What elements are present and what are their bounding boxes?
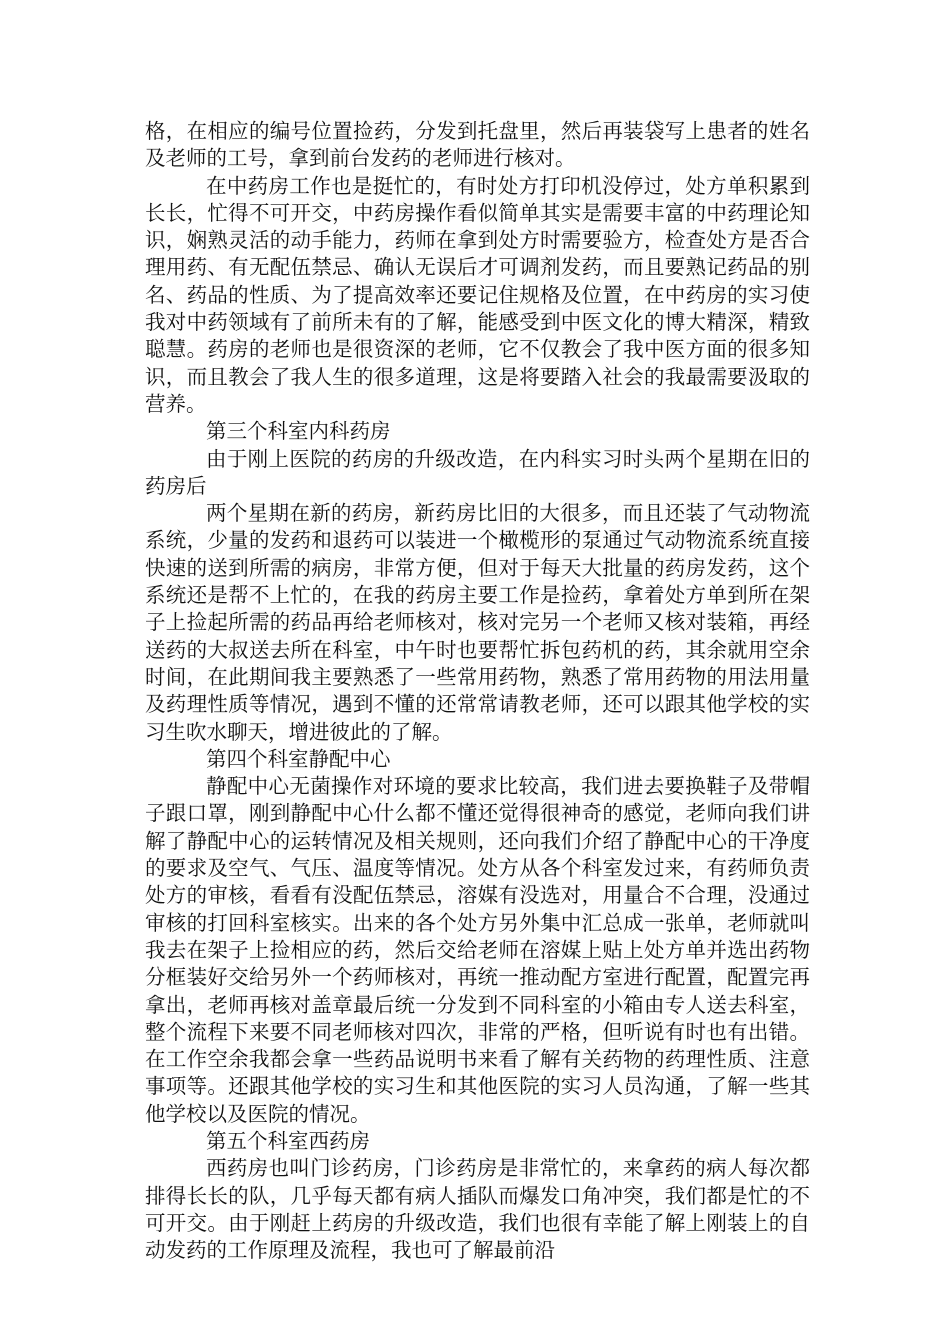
section-heading-pivas: 第四个科室静配中心 [206, 746, 391, 771]
paragraph-western-pharmacy: 西药房也叫门诊药房，门诊药房是非常忙的，来拿药的病人每次都排得长长的队，几乎每天都有病人插队而爆发口角冲突，我们都是忙的不可开交。由于刚赶上药房的升级改造，我们也很有幸能了解上刚装上的自动发药的工作原理及流程，我也可了解最前沿 [145, 1156, 810, 1263]
document-page [145, 118, 810, 1264]
paragraph-internal-medicine-intro: 由于刚上医院的药房的升级改造，在内科实习时头两个星期在旧的药房后 [145, 446, 810, 498]
paragraph-pivas: 静配中心无菌操作对环境的要求比较高，我们进去要换鞋子及带帽子跟口罩，刚到静配中心什么都不懂还觉得很神奇的感觉，老师向我们讲解了静配中心的运转情况及相关规则，还向我们介绍了静配中心的干净度的要求及空气、气压、温度等情况。处方从各个科室发过来，有药师负责处方的审核，看看有没配伍禁忌，溶媒有没选对，用量合不合理，没通过审核的打回科室核实。出来的各个处方另外集中汇总成一张单，老师就叫我去在架子上捡相应的药，然后交给老师在溶媒上贴上处方单并选出药物分框装好交给另外一个药师核对，再统一推动配方室进行配置，配置完再拿出，老师再核对盖章最后统一分发到不同科室的小箱由专人送去科室，整个流程下来要不同老师核对四次，非常的严格，但听说有时也有出错。在工作空余我都会拿一些药品说明书来看了解有关药物的药理性质、注意事项等。还跟其他学校的实习生和其他医院的实习人员沟通，了解一些其他学校以及医院的情况。 [145, 774, 810, 1126]
paragraph-chinese-pharmacy: 在中药房工作也是挺忙的，有时处方打印机没停过，处方单积累到长长，忙得不可开交，中药房操作看似简单其实是需要丰富的中药理论知识，娴熟灵活的动手能力，药师在拿到处方时需要验方，检查处方是否合理用药、有无配伍禁忌、确认无误后才可调剂发药，而且要熟记药品的别名、药品的性质、为了提高效率还要记住规格及位置，在中药房的实习使我对中药领域有了前所未有的了解，能感受到中医文化的博大精深，精致聪慧。药房的老师也是很资深的老师，它不仅教会了我中医方面的很多知识，而且教会了我人生的很多道理，这是将要踏入社会的我最需要汲取的营养。 [145, 173, 810, 416]
paragraph-continuation: 格，在相应的编号位置捡药，分发到托盘里，然后再装袋写上患者的姓名及老师的工号，拿到前台发药的老师进行核对。 [145, 119, 810, 171]
section-heading-western-pharmacy: 第五个科室西药房 [206, 1128, 370, 1153]
paragraph-new-pharmacy: 两个星期在新的药房，新药房比旧的大很多，而且还装了气动物流系统，少量的发药和退药可以装进一个橄榄形的泵通过气动物流系统直接快速的送到所需的病房，非常方便，但对于每天大批量的药房发药，这个系统还是帮不上忙的，在我的药房主要工作是捡药，拿着处方单到所在架子上捡起所需的药品再给老师核对，核对完另一个老师又核对装箱，再经送药的大叔送去所在科室，中午时也要帮忙拆包药机的药，其余就用空余时间，在此期间我主要熟悉了一些常用药物，熟悉了常用药物的用法用量及药理性质等情况，遇到不懂的还常常请教老师，还可以跟其他学校的实习生吹水聊天，增进彼此的了解。 [145, 501, 810, 744]
section-heading-internal-medicine-pharmacy: 第三个科室内科药房 [206, 419, 391, 444]
